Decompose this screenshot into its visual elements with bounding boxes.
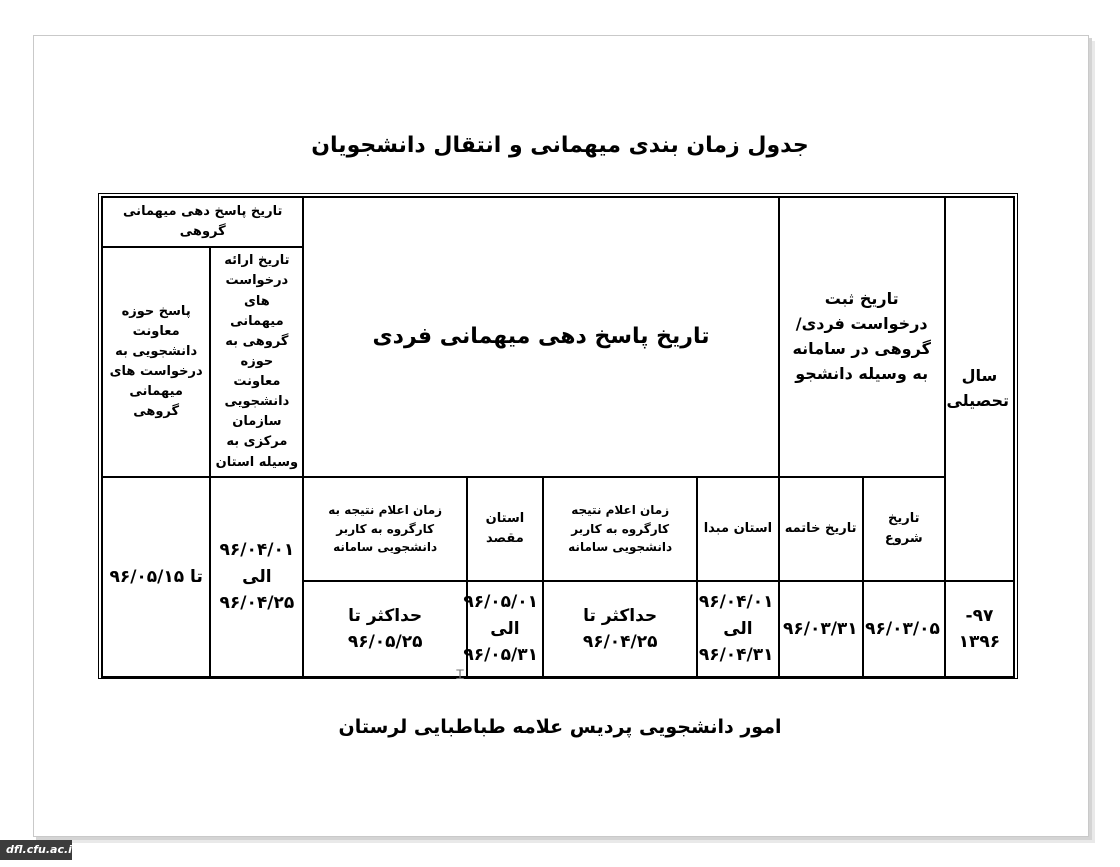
cell-start-date: ۹۶/۰۳/۰۵ — [863, 581, 945, 677]
header-group-submit-date: تاریخ ارائه درخواست های میهمانی گروهی به حوزه معاونت دانشجویی سازمان مرکزی به وسیله استان — [210, 247, 303, 477]
schedule-table-frame — [98, 193, 1018, 679]
cell-destination-province: ۹۶/۰۵/۰۱ الی ۹۶/۰۵/۳۱ — [467, 581, 543, 677]
subheader-start-date: تاریخ شروع — [863, 477, 945, 581]
document-title: جدول زمان بندی میهمانی و انتقال دانشجویان — [311, 133, 809, 158]
subheader-origin-province: استان مبدا — [697, 477, 778, 581]
schedule-table — [101, 196, 1015, 678]
subheader-end-date: تاریخ خاتمه — [779, 477, 863, 581]
header-individual-response: تاریخ پاسخ دهی میهمانی فردی — [303, 197, 778, 477]
cell-year: ۹۷- ۱۳۹۶ — [945, 581, 1014, 677]
header-registration-date: تاریخ ثبت درخواست فردی/گروهی در سامانه به وسیله دانشجو — [779, 197, 945, 477]
cell-origin-result: حداکثر تا ۹۶/۰۴/۲۵ — [543, 581, 697, 677]
cell-end-date: ۹۶/۰۳/۳۱ — [779, 581, 863, 677]
document-footer: امور دانشجویی پردیس علامه طباطبایی لرستان — [338, 716, 782, 738]
subheader-destination-result: زمان اعلام نتیجه به کارگروه به کاربر دانشجویی سامانه — [303, 477, 466, 581]
cell-destination-result: حداکثر تا ۹۶/۰۵/۲۵ — [303, 581, 466, 677]
header-group-response: تاریخ پاسخ دهی میهمانی گروهی — [102, 197, 303, 247]
subheader-destination-province: استان مقصد — [467, 477, 543, 581]
subheader-origin-result: زمان اعلام نتیجه کارگروه به کاربر دانشجویی سامانه — [543, 477, 697, 581]
text-cursor-icon: Ꮖ — [456, 668, 465, 683]
group-answer-value: تا ۹۶/۰۵/۱۵ — [102, 477, 210, 677]
site-watermark: dfl.cfu.ac.ir — [0, 840, 72, 860]
header-academic-year: سال تحصیلی — [945, 197, 1014, 581]
cell-origin-province: ۹۶/۰۴/۰۱ الی ۹۶/۰۴/۳۱ — [697, 581, 778, 677]
header-group-answer: پاسخ حوزه معاونت دانشجویی به درخواست های میهمانی گروهی — [102, 247, 210, 477]
group-submit-value: ۹۶/۰۴/۰۱ الی ۹۶/۰۴/۲۵ — [210, 477, 303, 677]
